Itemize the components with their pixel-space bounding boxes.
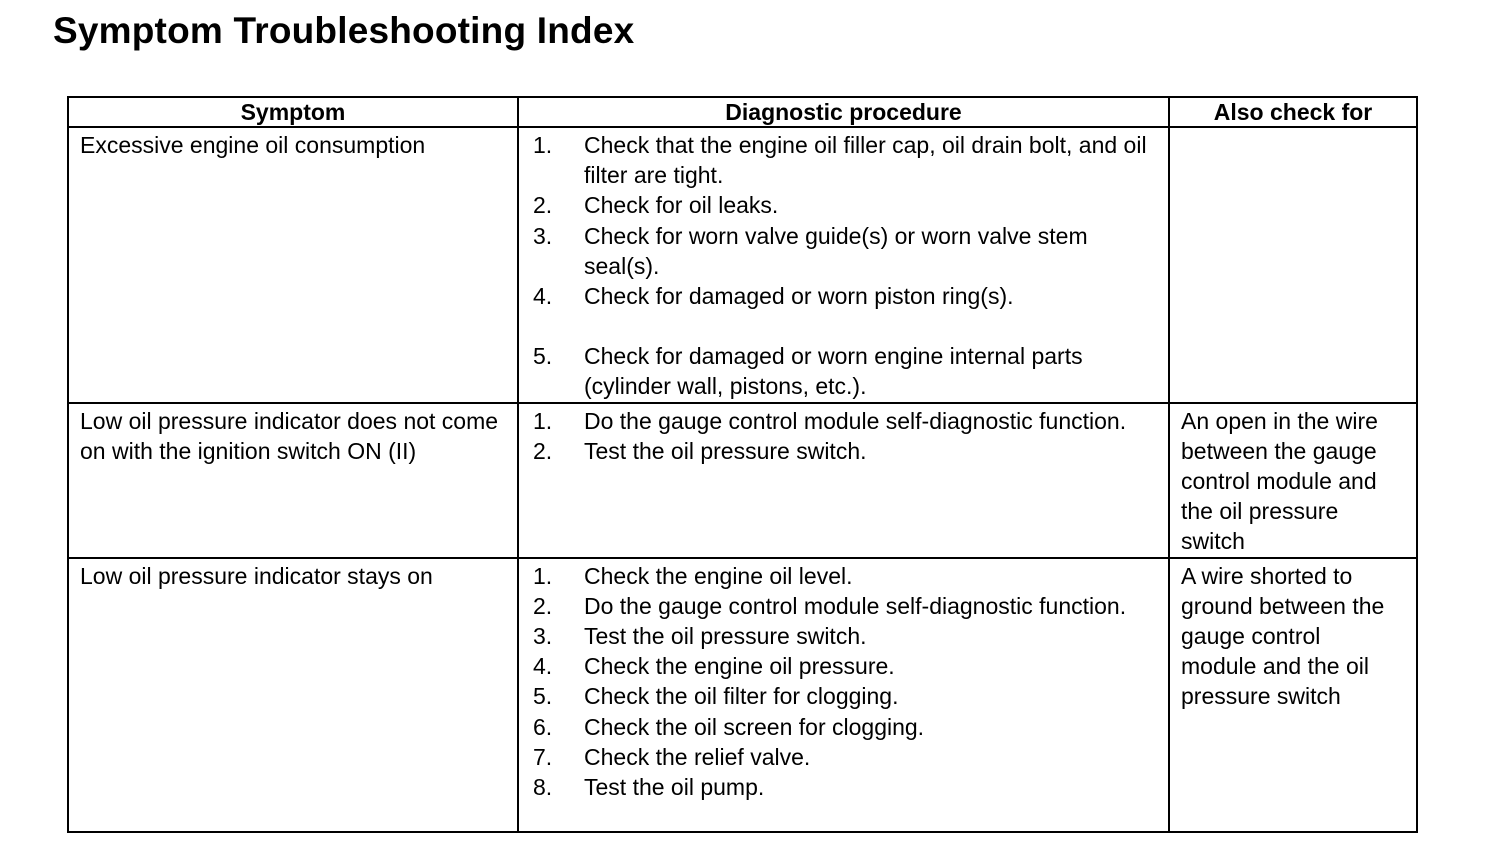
procedure-step xyxy=(530,281,1160,311)
troubleshooting-table xyxy=(67,96,1418,833)
step-text: Check for oil leaks. xyxy=(584,192,779,219)
procedure-cell xyxy=(518,127,1169,403)
step-number: 4. xyxy=(533,283,553,310)
procedure-steps xyxy=(530,561,1160,803)
step-number: 6. xyxy=(533,713,553,740)
step-text: Check that the engine oil filler cap, oil drain bolt, and oil filter are tight. xyxy=(584,132,1147,189)
symptom-cell: Excessive engine oil consumption xyxy=(68,127,518,403)
table-header-row xyxy=(68,97,1417,127)
also-check-cell xyxy=(1169,127,1417,403)
procedure-step xyxy=(530,591,1160,621)
step-text: Check the relief valve. xyxy=(584,743,811,770)
step-text: Test the oil pressure switch. xyxy=(584,437,867,464)
header-symptom: Symptom xyxy=(68,97,518,127)
also-check-cell xyxy=(1169,558,1417,832)
table-row xyxy=(68,403,1417,558)
step-text: Test the oil pressure switch. xyxy=(584,623,867,650)
header-diagnostic-procedure: Diagnostic procedure xyxy=(518,97,1169,127)
step-text: Check the engine oil pressure. xyxy=(584,653,895,680)
also-check-cell xyxy=(1169,403,1417,558)
step-number: 1. xyxy=(533,407,553,434)
procedure-step xyxy=(530,742,1160,772)
step-number: 2. xyxy=(533,592,553,619)
step-text: Check the oil filter for clogging. xyxy=(584,683,899,710)
procedure-step xyxy=(530,712,1160,742)
procedure-step xyxy=(530,681,1160,711)
step-text: Check the engine oil level. xyxy=(584,562,853,589)
step-text: Test the oil pump. xyxy=(584,774,765,801)
procedure-steps xyxy=(530,406,1160,466)
step-text: Check the oil screen for clogging. xyxy=(584,713,925,740)
procedure-step xyxy=(530,406,1160,436)
step-number: 5. xyxy=(533,683,553,710)
table-row xyxy=(68,127,1417,403)
step-number: 8. xyxy=(533,774,553,801)
step-number: 1. xyxy=(533,132,553,158)
also-check-text: An open in the wire between the gauge control module and the oil pressure switch xyxy=(1181,407,1378,555)
procedure-step xyxy=(530,436,1160,466)
procedure-cell xyxy=(518,558,1169,832)
header-also-check-for: Also check for xyxy=(1169,97,1417,127)
procedure-step xyxy=(530,190,1160,220)
symptom-cell: Low oil pressure indicator does not come on with the ignition switch ON (II) xyxy=(68,403,518,558)
step-number: 3. xyxy=(533,222,553,249)
step-number: 3. xyxy=(533,623,553,650)
step-text: Do the gauge control module self-diagnostic function. xyxy=(584,592,1127,619)
procedure-step xyxy=(530,561,1160,591)
step-number: 7. xyxy=(533,743,553,770)
step-text: Do the gauge control module self-diagnostic function. xyxy=(584,407,1127,434)
step-text: Check for worn valve guide(s) or worn valve stem seal(s). xyxy=(584,222,1088,279)
step-number: 5. xyxy=(533,343,553,370)
step-text: Check for damaged or worn piston ring(s). xyxy=(584,283,1014,310)
procedure-cell xyxy=(518,403,1169,558)
symptom-cell: Low oil pressure indicator stays on xyxy=(68,558,518,832)
step-number: 1. xyxy=(533,562,553,589)
also-check-text: A wire shorted to ground between the gauge control module and the oil pressure switch xyxy=(1181,562,1385,710)
procedure-step xyxy=(530,772,1160,802)
procedure-step xyxy=(530,651,1160,681)
procedure-step xyxy=(530,621,1160,651)
procedure-step xyxy=(530,341,1160,401)
step-number: 2. xyxy=(533,437,553,464)
page-title: Symptom Troubleshooting Index xyxy=(53,10,635,51)
procedure-steps xyxy=(530,130,1160,402)
step-number: 4. xyxy=(533,653,553,680)
procedure-step xyxy=(530,221,1160,281)
procedure-step xyxy=(530,130,1160,190)
step-text: Check for damaged or worn engine internal parts (cylinder wall, pistons, etc.). xyxy=(584,343,1083,400)
step-number: 2. xyxy=(533,192,553,219)
table-row xyxy=(68,558,1417,832)
